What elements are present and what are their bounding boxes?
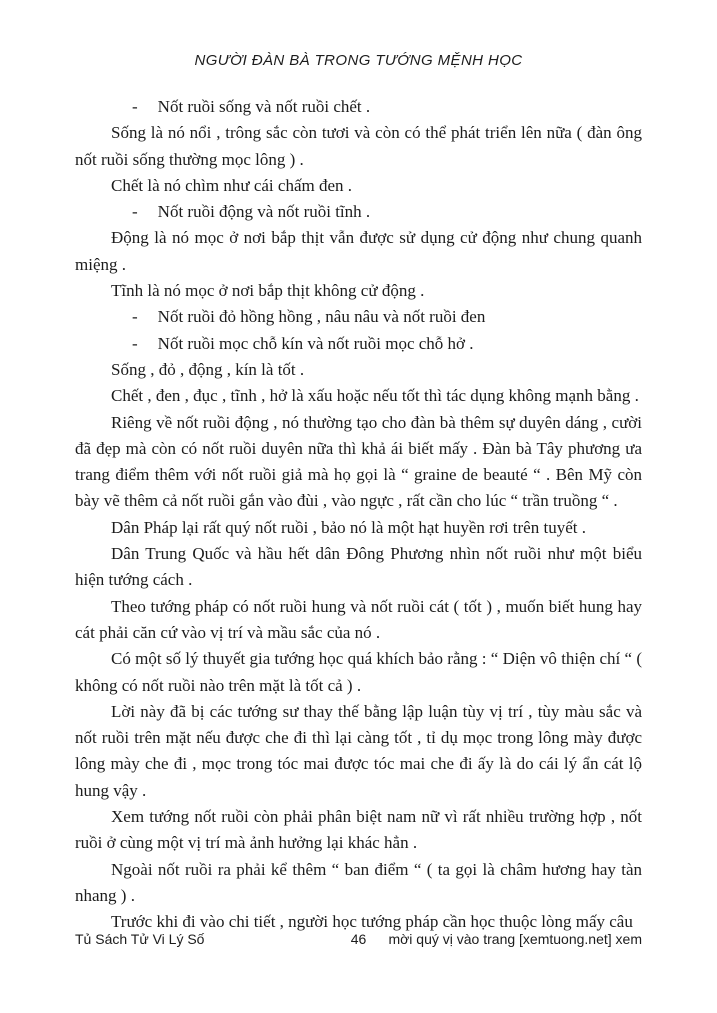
dash-marker: - bbox=[132, 202, 138, 222]
paragraph: Tĩnh là nó mọc ở nơi bắp thịt không cử động . bbox=[111, 281, 425, 301]
paragraph: Chết , đen , đục , tĩnh , hở là xấu hoặc nếu tốt thì tác dụng không mạnh bằng . bbox=[111, 386, 639, 406]
paragraph: Xem tướng nốt ruồi còn phải phân biệt nam nữ vì rất nhiều trường hợp , nốt ruồi ở cùng một vị trí mà ảnh hưởng lại khác hẳn . bbox=[75, 807, 642, 853]
page-footer bbox=[75, 931, 642, 947]
footer-site-note: mời quý vị vào trang [xemtuong.net] xem bbox=[388, 931, 642, 947]
paragraph: Riêng về nốt ruồi động , nó thường tạo cho đàn bà thêm sự duyên dáng , cười đã đẹp mà còn có nốt ruồi duyên nữa thì khả ái biết mấy . Đàn bà Tây phương ưa trang điểm thêm với nốt ruồi giả mà họ gọi là “ graine de beauté “ . Bên Mỹ còn bày vẽ thêm cả nốt ruồi gắn vào đùi , vào ngực , rất cần cho lúc “ trần truồng “ . bbox=[75, 412, 642, 511]
dash-marker: - bbox=[132, 307, 138, 327]
paragraph: Sống , đỏ , động , kín là tốt . bbox=[111, 359, 305, 379]
paragraph: Trước khi đi vào chi tiết , người học tướng pháp cần học thuộc lòng mấy câu bbox=[111, 912, 633, 932]
paragraph-text: Nốt ruồi mọc chỗ kín và nốt ruồi mọc chỗ hở . bbox=[157, 333, 474, 353]
paragraph: Dân Trung Quốc và hầu hết dân Đông Phương nhìn nốt ruồi như một biểu hiện tướng cách . bbox=[75, 544, 642, 590]
bullet-item bbox=[132, 331, 642, 357]
footer-page-number: 46 bbox=[350, 931, 367, 947]
document-body bbox=[75, 94, 642, 936]
paragraph: Có một số lý thuyết gia tướng học quá khích bảo rằng : “ Diện vô thiện chí “ ( không có nốt ruồi nào trên mặt là tốt cả ) . bbox=[75, 649, 642, 695]
paragraph: Theo tướng pháp có nốt ruồi hung và nốt ruồi cát ( tốt ) , muốn biết hung hay cát phải căn cứ vào vị trí và mầu sắc của nó . bbox=[75, 596, 642, 642]
paragraph: Ngoài nốt ruồi ra phải kể thêm “ ban điểm “ ( ta gọi là châm hương hay tàn nhang ) . bbox=[75, 859, 642, 905]
paragraph: Lời này đã bị các tướng sư thay thế bằng lập luận tùy vị trí , tùy màu sắc và nốt ruồi trên mặt nếu được che đi thì lại càng tốt , tỉ dụ mọc trong lông mày được lông mày che đi , mọc trong tóc mai được tóc mai che đi ấy là do cái lý ẩn cát lộ hung vậy . bbox=[75, 701, 642, 800]
paragraph: Sống là nó nổi , trông sắc còn tươi và còn có thể phát triển lên nữa ( đàn ông nốt ruồi sống thường mọc lông ) . bbox=[75, 123, 642, 169]
bullet-item bbox=[132, 94, 642, 120]
dash-marker: - bbox=[132, 333, 138, 353]
footer-series-title: Tủ Sách Tử Vi Lý Số bbox=[75, 931, 205, 947]
paragraph: Dân Pháp lại rất quý nốt ruồi , bảo nó là một hạt huyền rơi trên tuyết . bbox=[111, 517, 586, 537]
paragraph-text: Nốt ruồi đỏ hồng hồng , nâu nâu và nốt ruồi đen bbox=[157, 307, 486, 327]
paragraph: Chết là nó chìm như cái chấm đen . bbox=[111, 175, 353, 195]
paragraph-text: Nốt ruồi sống và nốt ruồi chết . bbox=[157, 97, 371, 116]
paragraph-text: Nốt ruồi động và nốt ruồi tĩnh . bbox=[157, 202, 371, 222]
bullet-item bbox=[132, 304, 642, 330]
page-title: NGƯỜI ĐÀN BÀ TRONG TƯỚNG MỆNH HỌC bbox=[194, 52, 523, 69]
paragraph: Động là nó mọc ở nơi bắp thịt vẫn được sử dụng cử động như chung quanh miệng . bbox=[75, 228, 642, 274]
bullet-item bbox=[132, 199, 642, 225]
dash-marker: - bbox=[132, 97, 138, 116]
